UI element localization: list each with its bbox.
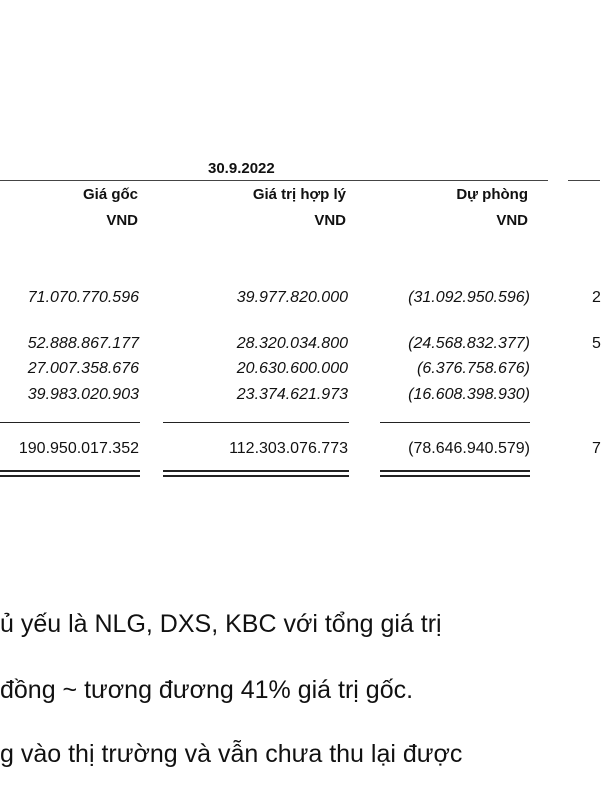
period-underline-right: [568, 180, 600, 181]
total-double-rule-prov-b: [380, 475, 530, 477]
cell-fair-value-row-1: 39.977.820.000: [236, 289, 348, 306]
clipped-total: 7: [592, 440, 601, 457]
cell-provision-row-2: (24.568.832.377): [408, 335, 530, 352]
subtotal-rule-fair-value: [163, 422, 349, 423]
clipped-cell-row-2: 5: [592, 335, 601, 352]
cell-cost-row-2: 52.888.867.177: [27, 335, 139, 352]
cell-provision-row-4: (16.608.398.930): [408, 386, 530, 403]
period-underline: [0, 180, 548, 181]
cell-fair-value-row-4: 23.374.621.973: [236, 386, 348, 403]
total-double-rule-prov-a: [380, 470, 530, 472]
total-double-rule-cost-b: [0, 475, 140, 477]
cell-provision-row-3: (6.376.758.676): [417, 360, 530, 377]
caption-line-2: đồng ~ tương đương 41% giá trị gốc.: [0, 676, 414, 704]
cell-cost-row-4: 39.983.020.903: [27, 386, 139, 403]
clipped-cell-row-1: 2: [592, 289, 601, 306]
cell-fair-value-row-3: 20.630.600.000: [236, 360, 348, 377]
total-provision: (78.646.940.579): [408, 440, 530, 457]
col-header-fair-value: Giá trị hợp lý: [252, 186, 346, 203]
total-double-rule-fv-a: [163, 470, 349, 472]
col-header-cost-unit: VND: [106, 212, 138, 229]
total-cost: 190.950.017.352: [18, 440, 139, 457]
col-header-fair-value-unit: VND: [314, 212, 346, 229]
period-header: 30.9.2022: [208, 160, 275, 177]
subtotal-rule-cost: [0, 422, 140, 423]
caption-line-3: g vào thị trường và vẫn chưa thu lại được: [0, 740, 463, 768]
cell-provision-row-1: (31.092.950.596): [408, 289, 530, 306]
cell-fair-value-row-2: 28.320.034.800: [236, 335, 348, 352]
caption-line-1: ủ yếu là NLG, DXS, KBC với tổng giá trị: [0, 610, 442, 638]
total-fair-value: 112.303.076.773: [229, 440, 348, 457]
col-header-provision: Dự phòng: [456, 186, 528, 203]
total-double-rule-fv-b: [163, 475, 349, 477]
subtotal-rule-provision: [380, 422, 530, 423]
col-header-cost: Giá gốc: [82, 186, 138, 203]
cell-cost-row-1: 71.070.770.596: [27, 289, 139, 306]
col-header-provision-unit: VND: [496, 212, 528, 229]
cell-cost-row-3: 27.007.358.676: [27, 360, 139, 377]
total-double-rule-cost-a: [0, 470, 140, 472]
